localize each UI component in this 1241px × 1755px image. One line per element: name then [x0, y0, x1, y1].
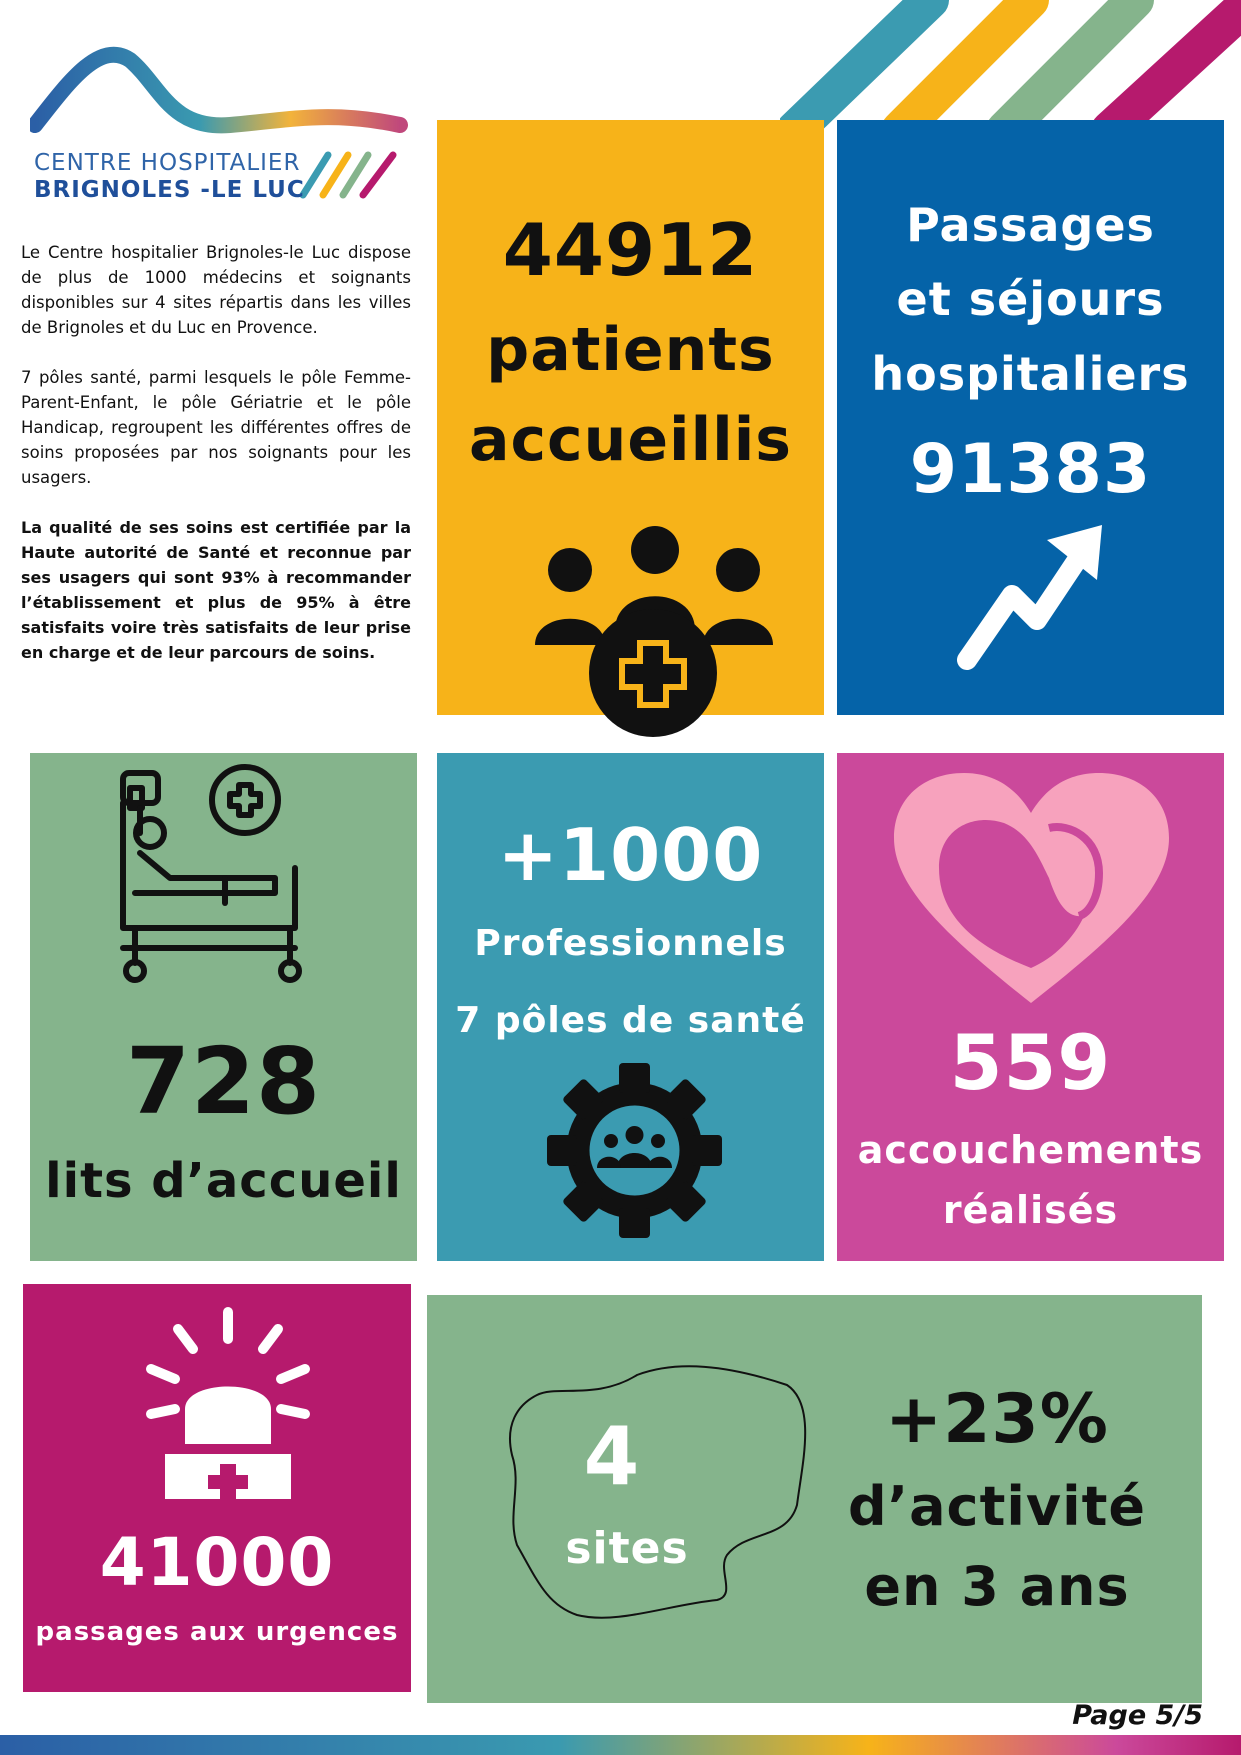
activity-value: +23% [885, 1380, 1109, 1459]
births-label-1: accouchements [857, 1128, 1204, 1172]
passages-value: 91383 [909, 430, 1152, 509]
professionals-label: Professionnels [474, 923, 787, 964]
emergency-label: passages aux urgences [35, 1617, 399, 1647]
intro-paragraph-3: La qualité de ses soins est certifiée par la Haute autorité de Santé et reconnue par ses usagers qui sont 93% à recommander l’établissement et plus de 95% à être satisfaits voire très satisfaits de leur prise en charge et de leur parcours de soins. [21, 518, 411, 662]
births-label-2: réalisés [942, 1188, 1119, 1232]
beds-value: 728 [125, 1028, 322, 1135]
births-value: 559 [949, 1018, 1112, 1107]
passages-tile [837, 120, 1224, 715]
emergency-tile [23, 1284, 411, 1692]
intro-paragraph-1: Le Centre hospitalier Brignoles-le Luc dispose de plus de 1000 médecins et soignants disponibles sur 4 sites répartis dans les villes de Brignoles et du Luc en Provence. [21, 243, 411, 337]
gear-people-icon [547, 1063, 722, 1238]
logo-strokes-icon [298, 150, 408, 200]
patients-plus-icon [530, 525, 780, 740]
trend-up-arrow-icon [952, 520, 1112, 670]
births-tile [837, 753, 1224, 1261]
sites-tile [427, 1295, 1202, 1703]
beds-tile [30, 753, 417, 1261]
logo-line1: CENTRE HOSPITALIER [34, 150, 301, 176]
beds-label: lits d’accueil [45, 1153, 402, 1209]
footer-stripe [0, 1735, 1241, 1755]
passages-label-1: Passages [906, 198, 1155, 252]
patients-label-1: patients [486, 315, 775, 385]
poles-label: 7 pôles de santé [455, 1000, 806, 1041]
emergency-value: 41000 [99, 1524, 335, 1601]
page-number: Page 5/5 [1072, 1700, 1203, 1731]
siren-icon [143, 1304, 313, 1499]
logo-line2: BRIGNOLES -LE LUC [34, 177, 305, 203]
professionals-tile [437, 753, 824, 1261]
professionals-value: +1000 [497, 813, 764, 897]
passages-label-2: et séjours [896, 272, 1165, 326]
patients-label-2: accueillis [468, 405, 792, 475]
logo-wave-icon [30, 40, 410, 150]
activity-label-1: d’activité [847, 1475, 1147, 1538]
sites-label: sites [565, 1523, 689, 1574]
heart-fetus-icon [889, 768, 1174, 1008]
patients-value: 44912 [502, 208, 759, 292]
activity-label-2: en 3 ans [864, 1555, 1130, 1618]
passages-label-3: hospitaliers [871, 347, 1190, 401]
sites-value: 4 [583, 1410, 641, 1503]
intro-text [21, 240, 411, 690]
hospital-bed-icon [115, 763, 315, 988]
intro-paragraph-2: 7 pôles santé, parmi lesquels le pôle Femme-Parent-Enfant, le pôle Gériatrie et le pôle Handicap, regroupent les différentes offres de soins proposées par nos soignants pour les usagers. [21, 368, 411, 487]
